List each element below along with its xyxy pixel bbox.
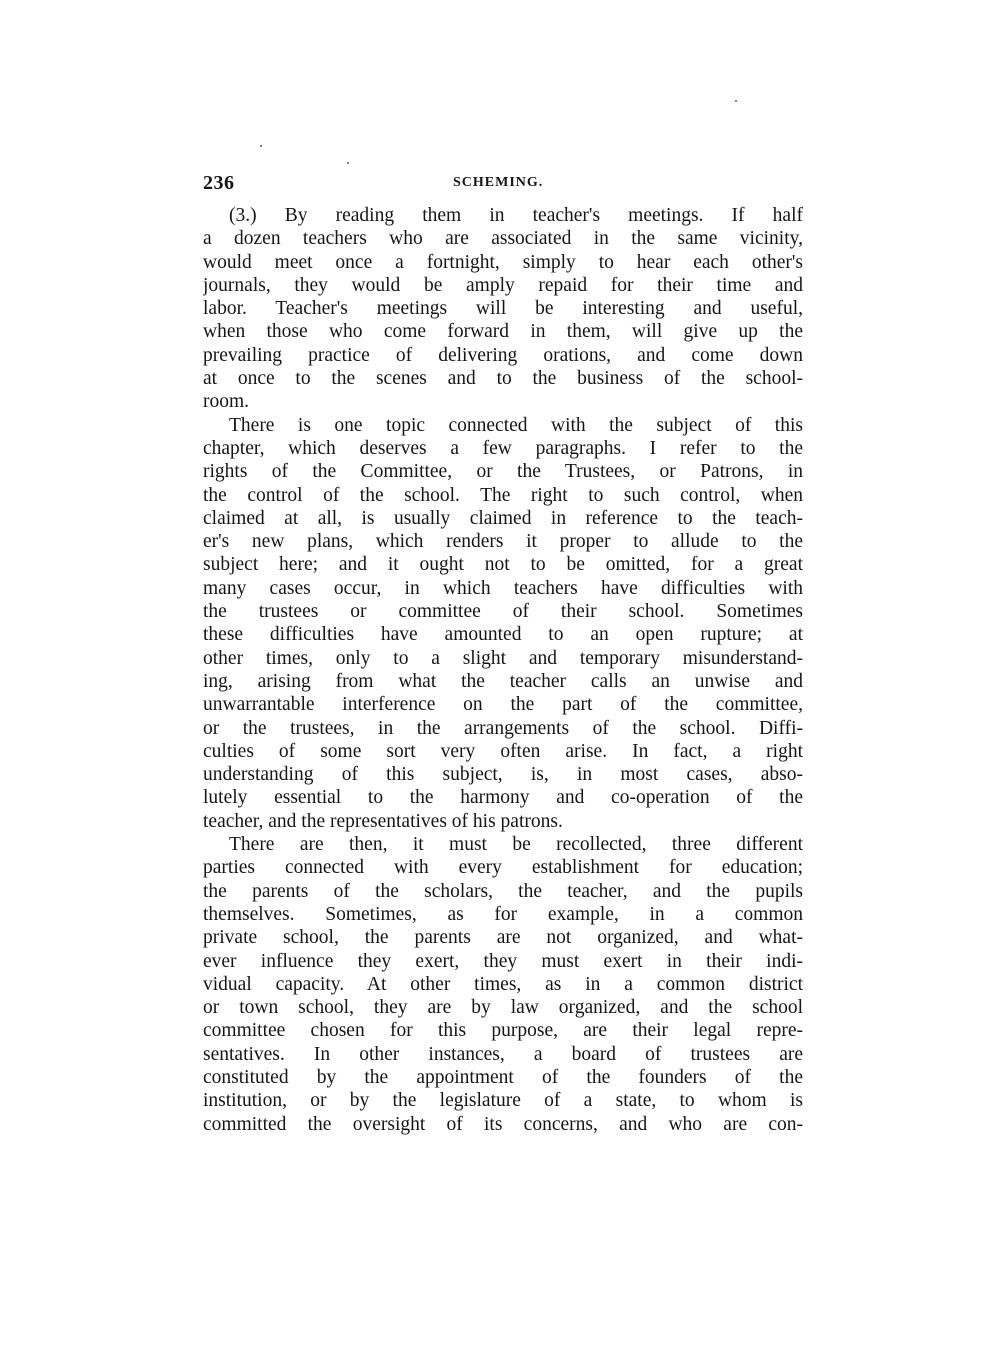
text-line: understanding of this subject, is, in most cases, abso- bbox=[203, 764, 803, 786]
text-line: these difficulties have amounted to an open rupture; at bbox=[203, 624, 803, 646]
page-header bbox=[203, 172, 803, 196]
text-line: (3.) By reading them in teacher's meetings. If half bbox=[229, 205, 803, 226]
text-line: committee chosen for this purpose, are their legal repre- bbox=[203, 1020, 803, 1042]
text-line: parties connected with every establishment for education; bbox=[203, 857, 803, 879]
text-line: prevailing practice of delivering orations, and come down bbox=[203, 344, 803, 366]
running-head: SCHEMING. bbox=[453, 175, 544, 190]
text-line: vidual capacity. At other times, as in a common district bbox=[203, 973, 803, 995]
text-line: other times, only to a slight and temporary misunderstand- bbox=[203, 647, 803, 669]
text-line: institution, or by the legislature of a state, to whom is bbox=[203, 1090, 803, 1112]
text-line: teacher, and the representatives of his patrons. bbox=[203, 810, 563, 832]
text-line: culties of some sort very often arise. In fact, a right bbox=[203, 740, 803, 762]
scan-speck bbox=[260, 145, 262, 147]
page-number: 236 bbox=[203, 172, 235, 194]
text-line: or town school, they are by law organized, and the school bbox=[203, 997, 803, 1019]
text-line: There are then, it must be recollected, three different bbox=[229, 834, 803, 856]
text-line: the control of the school. The right to such control, when bbox=[203, 484, 803, 506]
text-line: sentatives. In other instances, a board of trustees are bbox=[203, 1043, 803, 1065]
text-line: ever influence they exert, they must exert in their indi- bbox=[203, 950, 803, 972]
text-line: committed the oversight of its concerns, and who are con- bbox=[203, 1113, 803, 1135]
text-line: at once to the scenes and to the business of the school- bbox=[203, 368, 803, 390]
text-line: unwarrantable interference on the part of the committee, bbox=[203, 694, 803, 716]
text-line: or the trustees, in the arrangements of the school. Diffi- bbox=[203, 717, 803, 739]
text-line: rights of the Committee, or the Trustees, or Patrons, in bbox=[203, 461, 803, 483]
text-line: er's new plans, which renders it proper to allude to the bbox=[203, 531, 803, 553]
text-line: the parents of the scholars, the teacher, and the pupils bbox=[203, 880, 803, 902]
scan-speck bbox=[347, 162, 349, 164]
body-text bbox=[203, 204, 803, 1136]
text-line: a dozen teachers who are associated in the same vicinity, bbox=[203, 228, 803, 250]
text-line: when those who come forward in them, will give up the bbox=[203, 321, 803, 343]
text-line: There is one topic connected with the subject of this bbox=[229, 414, 803, 436]
text-line: themselves. Sometimes, as for example, in a common bbox=[203, 903, 803, 925]
paragraph bbox=[203, 204, 803, 414]
text-line: lutely essential to the harmony and co-operation of the bbox=[203, 787, 803, 809]
text-line: would meet once a fortnight, simply to hear each other's bbox=[203, 251, 803, 273]
text-line: journals, they would be amply repaid for their time and bbox=[203, 274, 803, 296]
text-line: private school, the parents are not organized, and what- bbox=[203, 927, 803, 949]
text-line: ing, arising from what the teacher calls an unwise and bbox=[203, 670, 803, 692]
paragraph bbox=[203, 414, 803, 833]
paragraph bbox=[203, 833, 803, 1136]
text-line: labor. Teacher's meetings will be interesting and useful, bbox=[203, 298, 803, 320]
text-line: the trustees or committee of their school. Sometimes bbox=[203, 601, 803, 623]
text-line: chapter, which deserves a few paragraphs. I refer to the bbox=[203, 437, 803, 459]
text-line: constituted by the appointment of the founders of the bbox=[203, 1066, 803, 1088]
scan-speck bbox=[735, 100, 737, 102]
text-line: room. bbox=[203, 391, 250, 413]
text-line: claimed at all, is usually claimed in reference to the teach- bbox=[203, 507, 803, 529]
text-line: many cases occur, in which teachers have difficulties with bbox=[203, 577, 803, 599]
text-line: subject here; and it ought not to be omitted, for a great bbox=[203, 554, 803, 576]
